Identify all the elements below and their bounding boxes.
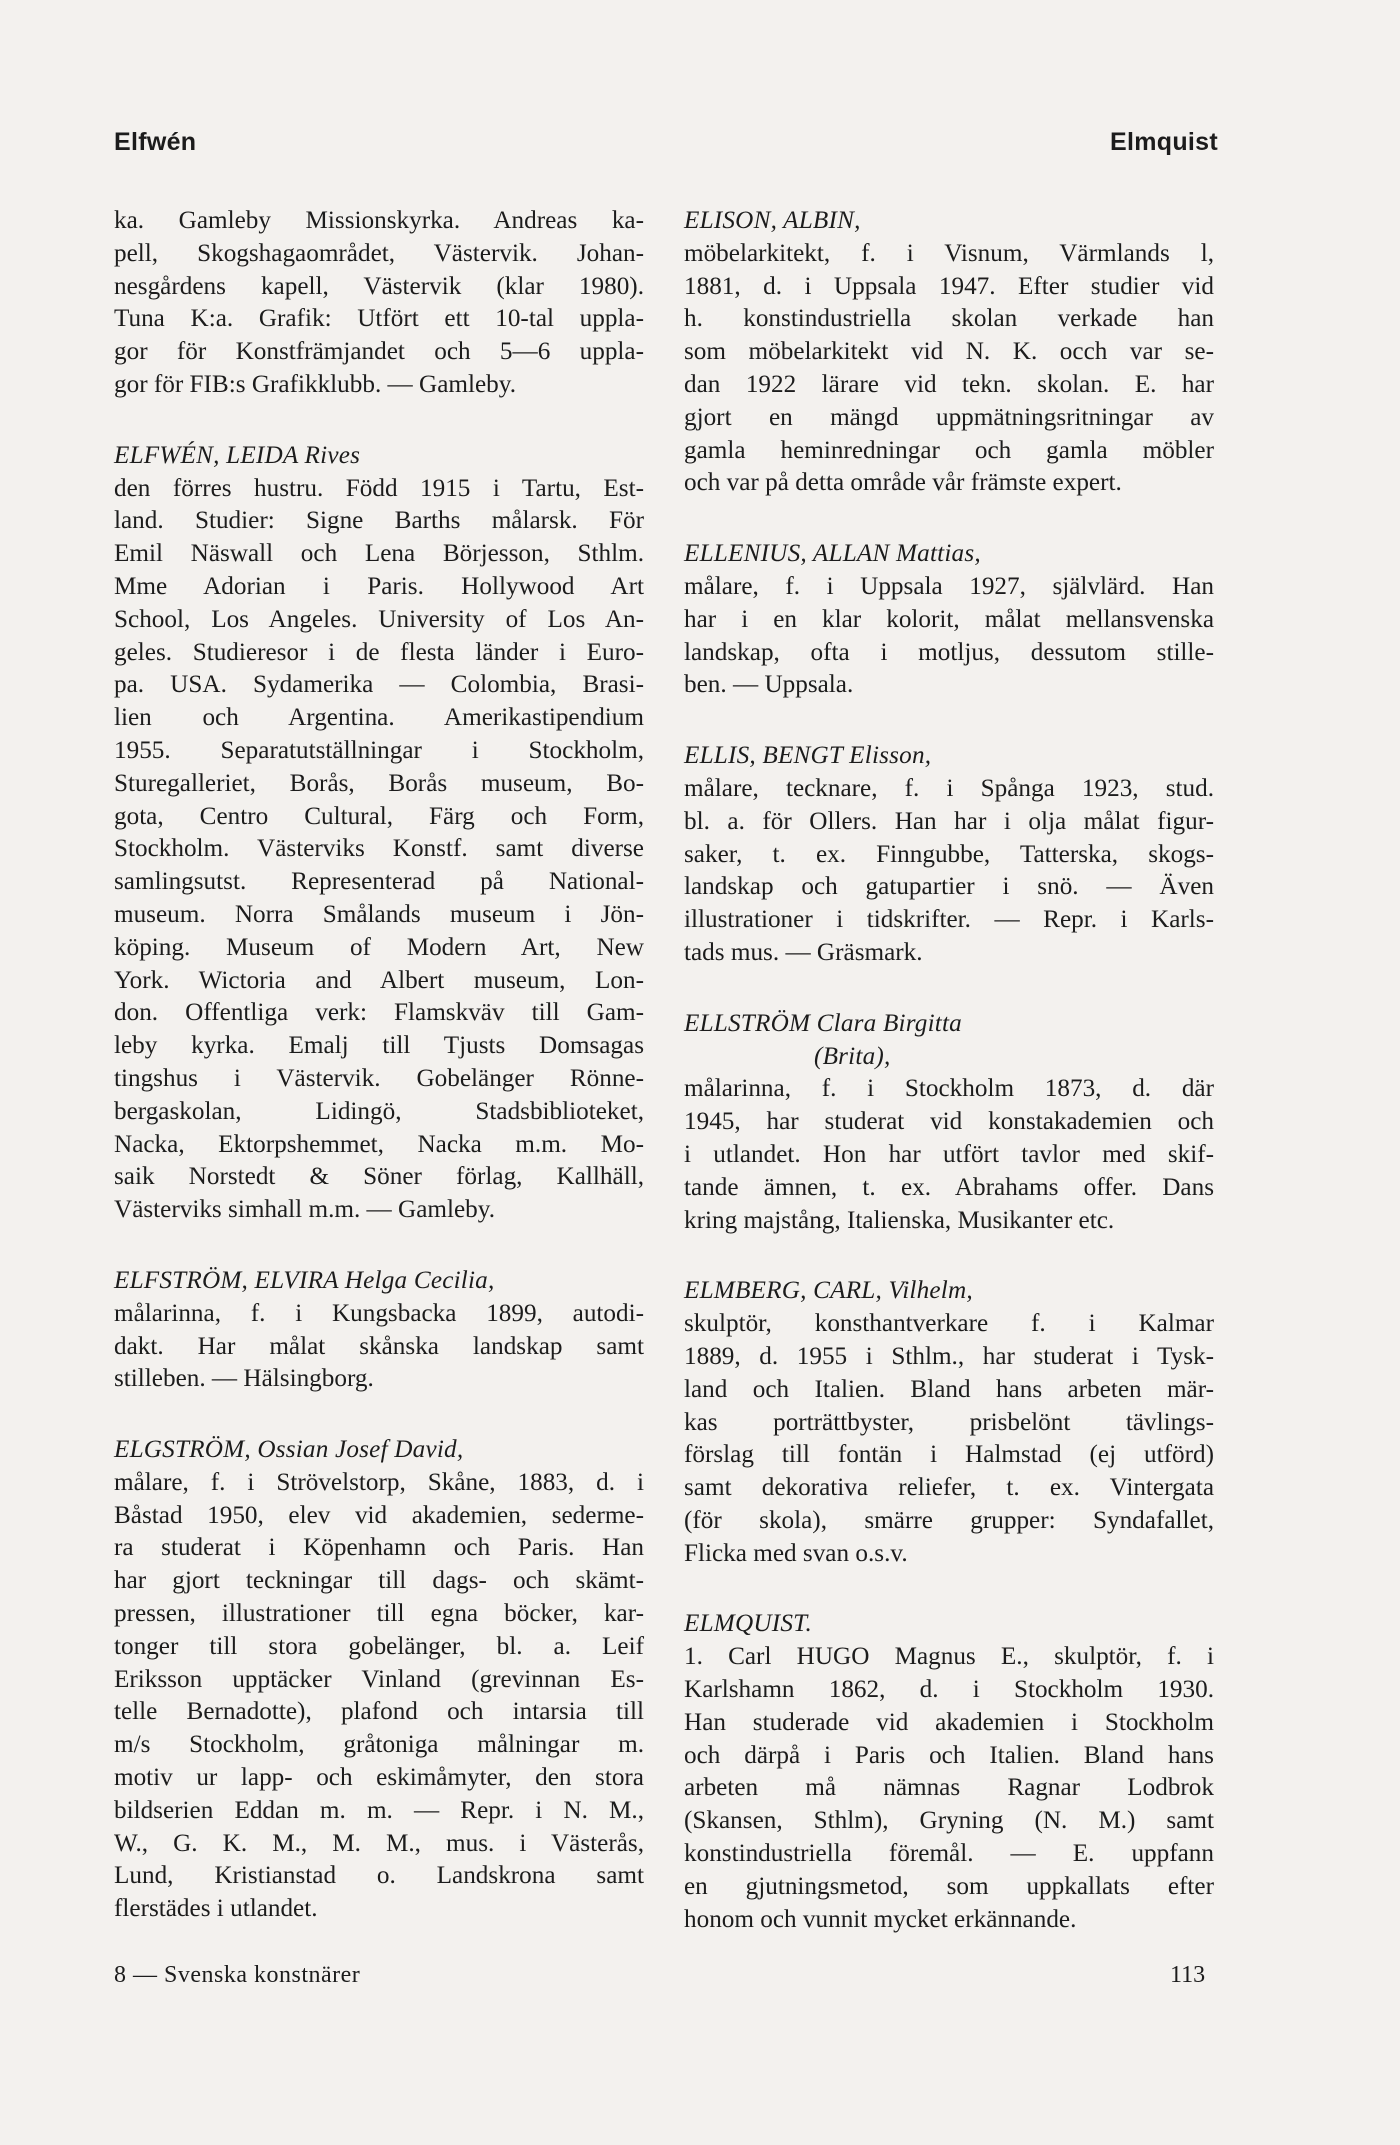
left-column: [114, 205, 644, 1964]
entry-name: ELLSTRÖM Clara Birgitta: [684, 1009, 962, 1037]
entry-text-line: i utlandet. Hon har utfört tavlor med skif-: [684, 1140, 1214, 1168]
entry-text-line: museum. Norra Smålands museum i Jön-: [114, 900, 644, 928]
entry-name-continued: (Brita),: [814, 1042, 891, 1070]
entry-text-line: förslag till fontän i Halmstad (ej utförd): [684, 1441, 1214, 1469]
entry-text-line: kring majstång, Italienska, Musikanter etc.: [684, 1206, 1115, 1234]
entry-text-line: School, Los Angeles. University of Los An-: [114, 605, 644, 633]
entry-text-line: pell, Skogshagaområdet, Västervik. Johan-: [114, 239, 644, 267]
entry-name: ELISON, ALBIN,: [684, 207, 861, 234]
entry-text-line: tingshus i Västervik. Gobelänger Rönne-: [114, 1064, 644, 1092]
entry-text-line: tads mus. — Gräsmark.: [684, 938, 923, 966]
entry-text-line: konstindustriella föremål. — E. uppfann: [684, 1840, 1214, 1868]
entry-text-line: stilleben. — Hälsingborg.: [114, 1365, 374, 1393]
entry-name: ELFWÉN, LEIDA Rives: [114, 441, 361, 469]
entry-text-line: skulptör, konsthantverkare f. i Kalmar: [684, 1310, 1214, 1338]
entry-text-line: Eriksson upptäcker Vinland (grevinnan Es-: [114, 1665, 644, 1693]
page-number: 113: [1170, 1962, 1206, 1988]
entry-text-line: don. Offentliga verk: Flamskväv till Gam-: [114, 999, 644, 1027]
entry-text-line: 1945, har studerat vid konstakademien och: [684, 1108, 1214, 1136]
dictionary-entry: [114, 205, 644, 402]
entry-text-line: flerstädes i utlandet.: [114, 1895, 318, 1923]
entry-text-line: en gjutningsmetod, som uppkallats efter: [684, 1872, 1214, 1900]
entry-text-line: Stockholm. Västerviks Konstf. samt diverse: [114, 835, 644, 863]
dictionary-entry: [684, 740, 1214, 970]
entry-text-line: Västerviks simhall m.m. — Gamleby.: [114, 1196, 496, 1224]
right-column: [684, 205, 1214, 1974]
entry-text-line: Mme Adorian i Paris. Hollywood Art: [114, 572, 644, 600]
entry-text-line: saker, t. ex. Finngubbe, Tatterska, skogs-: [684, 840, 1214, 868]
entry-text-line: samt dekorativa reliefer, t. ex. Vintergata: [684, 1474, 1214, 1502]
dictionary-entry: [684, 538, 1214, 702]
entry-text-line: den förres hustru. Född 1915 i Tartu, Est-: [114, 474, 644, 502]
entry-text-line: och var på detta område vår främste expert.: [684, 469, 1122, 497]
entry-text-line: geles. Studieresor i de flesta länder i Euro-: [114, 638, 644, 666]
entry-name: ELGSTRÖM, Ossian Josef David,: [114, 1436, 464, 1464]
entry-text-line: målare, f. i Strövelstorp, Skåne, 1883, d. i: [114, 1468, 644, 1496]
entry-text-line: (för skola), smärre grupper: Syndafallet,: [684, 1506, 1214, 1534]
dictionary-entry: [114, 1434, 644, 1926]
entry-text-line: samlingsutst. Representerad på National-: [114, 868, 644, 896]
entry-text-line: bergaskolan, Lidingö, Stadsbiblioteket,: [114, 1097, 644, 1125]
running-head-left: Elfwén: [114, 128, 197, 156]
entry-text-line: dakt. Har målat skånska landskap samt: [114, 1332, 644, 1360]
entry-text-line: illustrationer i tidskrifter. — Repr. i Karls-: [684, 906, 1214, 934]
entry-text-line: målarinna, f. i Kungsbacka 1899, autodi-: [114, 1299, 644, 1327]
entry-text-line: pressen, illustrationer till egna böcker, kar-: [114, 1600, 644, 1628]
entry-text-line: ra studerat i Köpenhamn och Paris. Han: [114, 1534, 644, 1562]
entry-text-line: telle Bernadotte), plafond och intarsia till: [114, 1698, 644, 1726]
entry-text-line: Flicka med svan o.s.v.: [684, 1539, 908, 1567]
entry-text-line: tande ämnen, t. ex. Abrahams offer. Dans: [684, 1173, 1214, 1201]
entry-text-line: gor för FIB:s Grafikklubb. — Gamleby.: [114, 370, 517, 398]
entry-text-line: dan 1922 lärare vid tekn. skolan. E. har: [684, 370, 1214, 398]
entry-text-line: Karlshamn 1862, d. i Stockholm 1930.: [684, 1676, 1214, 1704]
entry-text-line: ben. — Uppsala.: [684, 671, 854, 699]
entry-text-line: som möbelarkitekt vid N. K. occh var se-: [684, 338, 1214, 366]
entry-text-line: ka. Gamleby Missionskyrka. Andreas ka-: [114, 207, 644, 234]
entry-text-line: har i en klar kolorit, målat mellansvenska: [684, 605, 1214, 633]
entry-text-line: York. Wictoria and Albert museum, Lon-: [114, 966, 644, 994]
entry-text-line: m/s Stockholm, gråtoniga målningar m.: [114, 1731, 644, 1759]
entry-name: ELMBERG, CARL, Vilhelm,: [684, 1277, 973, 1305]
entry-text-line: Båstad 1950, elev vid akademien, sederme-: [114, 1501, 644, 1529]
entry-text-line: bildserien Eddan m. m. — Repr. i N. M.,: [114, 1796, 644, 1824]
entry-text-line: möbelarkitekt, f. i Visnum, Värmlands l,: [684, 239, 1214, 267]
dictionary-entry: [684, 1275, 1214, 1570]
entry-text-line: pa. USA. Sydamerika — Colombia, Brasi-: [114, 671, 644, 699]
dictionary-entry: [684, 1608, 1214, 1936]
dictionary-entry: [114, 440, 644, 1227]
entry-text-line: motiv ur lapp- och eskimåmyter, den stora: [114, 1764, 644, 1792]
entry-text-line: honom och vunnit mycket erkännande.: [684, 1905, 1077, 1933]
entry-text-line: Sturegalleriet, Borås, Borås museum, Bo-: [114, 769, 644, 797]
entry-text-line: och därpå i Paris och Italien. Bland hans: [684, 1741, 1214, 1769]
entry-text-line: gor för Konstfrämjandet och 5—6 uppla-: [114, 338, 644, 366]
entry-text-line: leby kyrka. Emalj till Tjusts Domsagas: [114, 1032, 644, 1060]
dictionary-entry: [684, 1008, 1214, 1238]
entry-text-line: lien och Argentina. Amerikastipendium: [114, 704, 644, 732]
entry-text-line: köping. Museum of Modern Art, New: [114, 933, 644, 961]
entry-text-line: landskap och gatupartier i snö. — Även: [684, 873, 1214, 901]
entry-name: ELLIS, BENGT Elisson,: [684, 742, 932, 770]
entry-text-line: Lund, Kristianstad o. Landskrona samt: [114, 1862, 644, 1890]
entry-name: ELFSTRÖM, ELVIRA Helga Cecilia,: [114, 1266, 495, 1294]
entry-text-line: gota, Centro Cultural, Färg och Form,: [114, 802, 644, 830]
entry-text-line: 1. Carl HUGO Magnus E., skulptör, f. i: [684, 1643, 1214, 1671]
entry-text-line: (Skansen, Sthlm), Gryning (N. M.) samt: [684, 1807, 1214, 1835]
entry-text-line: 1881, d. i Uppsala 1947. Efter studier vid: [684, 272, 1214, 300]
entry-text-line: Nacka, Ektorpshemmet, Nacka m.m. Mo-: [114, 1130, 644, 1158]
entry-text-line: målarinna, f. i Stockholm 1873, d. där: [684, 1075, 1214, 1103]
entry-text-line: tonger till stora gobelänger, bl. a. Leif: [114, 1632, 644, 1660]
entry-text-line: Tuna K:a. Grafik: Utfört ett 10-tal uppla-: [114, 305, 644, 333]
entry-text-line: Emil Näswall och Lena Börjesson, Sthlm.: [114, 540, 644, 568]
entry-text-line: målare, tecknare, f. i Spånga 1923, stud.: [684, 774, 1214, 802]
entry-text-line: gjort en mängd uppmätningsritningar av: [684, 403, 1214, 431]
entry-text-line: Han studerade vid akademien i Stockholm: [684, 1708, 1214, 1736]
entry-name: ELMQUIST.: [684, 1610, 812, 1638]
dictionary-entry: [114, 1265, 644, 1396]
entry-text-line: 1955. Separatutställningar i Stockholm,: [114, 736, 644, 764]
entry-text-line: har gjort teckningar till dags- och skämt-: [114, 1567, 644, 1595]
entry-text-line: saik Norstedt & Söner förlag, Kallhäll,: [114, 1163, 644, 1191]
entry-text-line: h. konstindustriella skolan verkade han: [684, 305, 1214, 333]
footer-left: 8 — Svenska konstnärer: [114, 1962, 361, 1988]
entry-text-line: arbeten må nämnas Ragnar Lodbrok: [684, 1774, 1214, 1802]
entry-text-line: land. Studier: Signe Barths målarsk. För: [114, 507, 644, 535]
entry-text-line: landskap, ofta i motljus, dessutom stille-: [684, 638, 1214, 666]
entry-text-line: land och Italien. Bland hans arbeten mär-: [684, 1375, 1214, 1403]
entry-text-line: W., G. K. M., M. M., mus. i Västerås,: [114, 1829, 644, 1857]
entry-text-line: kas porträttbyster, prisbelönt tävlings-: [684, 1408, 1214, 1436]
entry-text-line: 1889, d. 1955 i Sthlm., har studerat i Tysk-: [684, 1342, 1214, 1370]
dictionary-entry: [684, 205, 1214, 500]
entry-text-line: målare, f. i Uppsala 1927, självlärd. Han: [684, 572, 1214, 600]
entry-name: ELLENIUS, ALLAN Mattias,: [684, 540, 981, 568]
entry-text-line: gamla heminredningar och gamla möbler: [684, 436, 1214, 464]
entry-text-line: nesgårdens kapell, Västervik (klar 1980).: [114, 272, 644, 300]
entry-text-line: bl. a. för Ollers. Han har i olja målat figur-: [684, 807, 1214, 835]
running-head-right: Elmquist: [1110, 128, 1218, 156]
